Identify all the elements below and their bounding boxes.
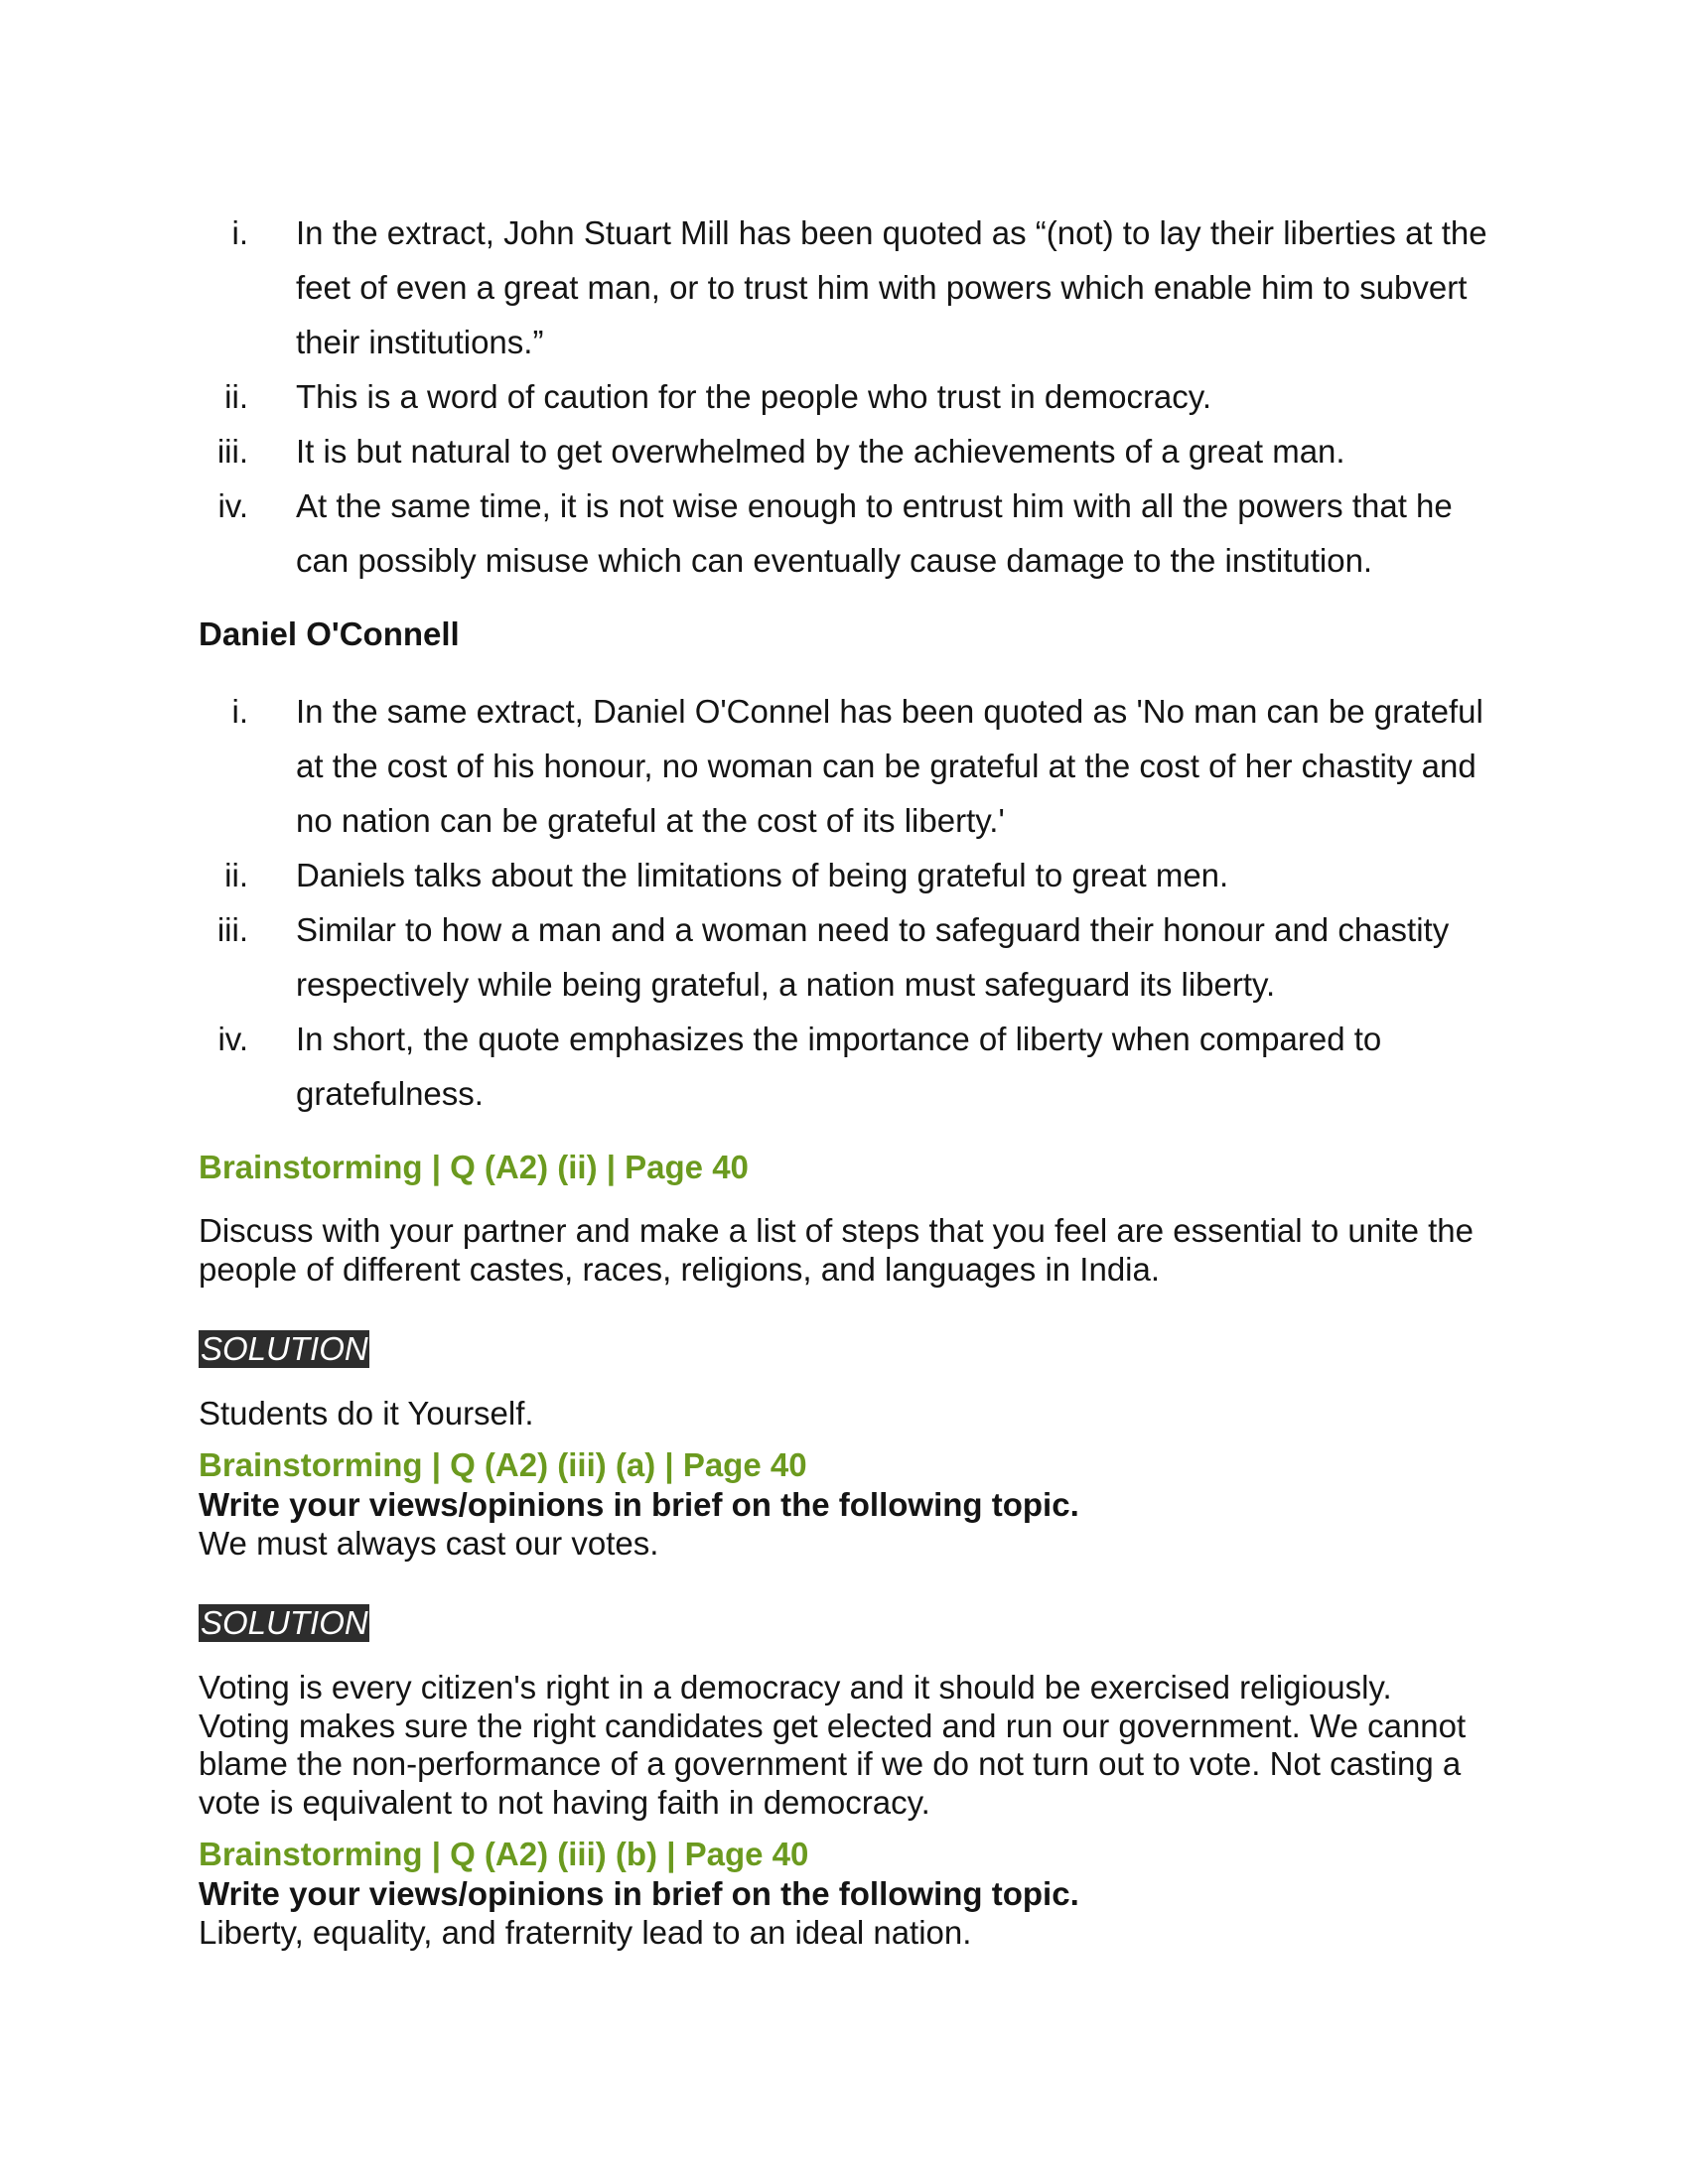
question-heading-a2-iii-b: Brainstorming | Q (A2) (iii) (b) | Page 40 (199, 1836, 809, 1872)
answer-text-a2-iii-a: Voting is every citizen's right in a democracy and it should be exercised religiously. Voting makes sure the right candidates get elected and run our government. We cannot blame the non-performance of a government if we do not turn out to vote. Not casting a vote is equivalent to not having faith in democracy. (199, 1669, 1467, 1821)
question-block-a2-iii-a (199, 1486, 1489, 1563)
question-block-a2-iii-b (199, 1875, 1489, 1952)
list-item-text: At the same time, it is not wise enough to entrust him with all the powers that he can possibly misuse which can eventually cause damage to the institution. (296, 487, 1453, 579)
question-heading-a2-iii-a: Brainstorming | Q (A2) (iii) (a) | Page 40 (199, 1446, 807, 1483)
question-instruction: Write your views/opinions in brief on the following topic. (199, 1486, 1079, 1523)
list-item-number: i. (231, 693, 248, 730)
list-item-text: Similar to how a man and a woman need to safeguard their honour and chastity respectively while being grateful, a nation must safeguard its liberty. (296, 911, 1450, 1003)
list-item (199, 424, 1489, 478)
question-topic: Liberty, equality, and fraternity lead to an ideal nation. (199, 1913, 972, 1951)
list-item (199, 205, 1489, 369)
list-item-text: It is but natural to get overwhelmed by the achievements of a great man. (296, 433, 1345, 470)
list-item (199, 902, 1489, 1012)
list-item-number: iii. (216, 911, 248, 948)
list-item-number: iv. (217, 487, 248, 524)
oconnell-points-list (199, 684, 1489, 1121)
list-item (199, 478, 1489, 588)
question-heading-a2-ii: Brainstorming | Q (A2) (ii) | Page 40 (199, 1149, 749, 1185)
question-topic: We must always cast our votes. (199, 1524, 659, 1562)
list-item-number: ii. (224, 857, 248, 893)
list-item (199, 684, 1489, 848)
list-item-text: In the extract, John Stuart Mill has been quoted as “(not) to lay their liberties at the feet of even a great man, or to trust him with powers which enable him to subvert their institutions.” (296, 214, 1487, 360)
mill-points-list (199, 205, 1489, 588)
solution-badge: SOLUTION (201, 1330, 368, 1367)
list-item-number: ii. (224, 378, 248, 415)
list-item-text: In the same extract, Daniel O'Connel has been quoted as 'No man can be grateful at the cost of his honour, no woman can be grateful at the cost of her chastity and no nation can be grateful at the cost of its liberty.' (296, 693, 1483, 839)
list-item-number: iii. (216, 433, 248, 470)
solution-badge: SOLUTION (201, 1604, 368, 1641)
daniel-oconnell-heading: Daniel O'Connell (199, 615, 460, 652)
list-item-text: In short, the quote emphasizes the importance of liberty when compared to gratefulness. (296, 1021, 1382, 1112)
list-item-number: i. (231, 214, 248, 251)
question-text-a2-ii: Discuss with your partner and make a list of steps that you feel are essential to unite the people of different castes, races, religions, and languages in India. (199, 1212, 1475, 1288)
list-item (199, 848, 1489, 902)
question-instruction: Write your views/opinions in brief on the following topic. (199, 1875, 1079, 1912)
answer-text-a2-ii: Students do it Yourself. (199, 1395, 534, 1432)
list-item-text: Daniels talks about the limitations of being grateful to great men. (296, 857, 1229, 893)
list-item (199, 369, 1489, 424)
list-item-text: This is a word of caution for the people who trust in democracy. (296, 378, 1212, 415)
list-item-number: iv. (217, 1021, 248, 1057)
list-item (199, 1012, 1489, 1121)
